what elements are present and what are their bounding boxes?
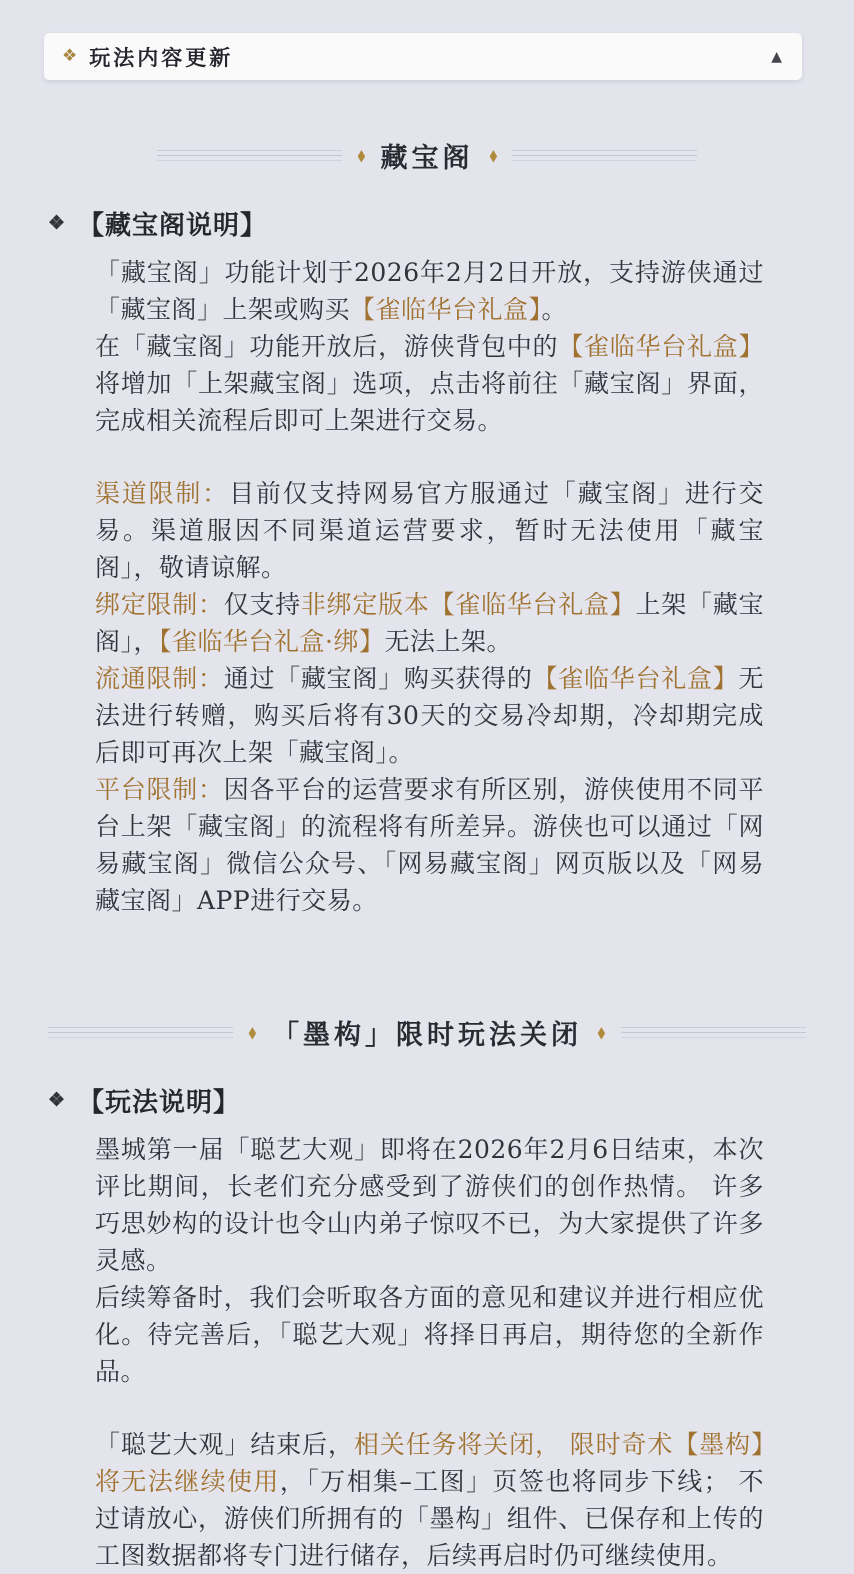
sections — [0, 136, 854, 1574]
paragraph — [95, 771, 764, 919]
diamond-icon: ◆ — [248, 1023, 257, 1042]
paragraph-indent — [48, 660, 806, 771]
body-text: 「聪艺大观」结束后， — [95, 1430, 354, 1459]
paragraph-indent — [48, 1131, 806, 1279]
paragraph-indent — [48, 586, 806, 660]
section-title-row — [48, 136, 806, 175]
header-title: 玩法内容更新 — [89, 44, 234, 70]
diamond-icon: ◆ — [357, 146, 365, 165]
paragraph — [95, 1279, 764, 1390]
paragraph-indent — [48, 328, 806, 439]
highlighted-text: 【雀临华台礼盒】 — [350, 295, 542, 324]
highlighted-text: 相关任务将关闭， 限时奇术【墨构】将无法继续使用 — [95, 1430, 764, 1496]
collapse-arrow-icon[interactable]: ▲ — [771, 48, 782, 65]
collapsible-header-gameplay-update[interactable] — [44, 33, 802, 80]
highlighted-text: 【雀临华台礼盒】 — [532, 664, 739, 693]
paragraph-indent — [48, 1426, 806, 1574]
body-text: 后续筹备时，我们会听取各方面的意见和建议并进行相应优化。待完善后，「聪艺大观」将择日再启，期待您的全新作品。 — [95, 1283, 764, 1386]
highlighted-text: 【雀临华台礼盒】 — [558, 332, 764, 361]
section-title: 「墨构」限时玩法关闭 — [272, 1020, 582, 1051]
block-heading — [48, 1082, 806, 1119]
clover-diamond-icon: ❖ — [48, 1089, 67, 1111]
body-text: 墨城第一届「聪艺大观」即将在2026年2月6日结束，本次评比期间，长老们充分感受到了游侠们的创作热情。 许多巧思妙构的设计也令山内弟子惊叹不已，为大家提供了许多灵感。 — [95, 1135, 764, 1275]
paragraph — [95, 475, 764, 586]
decorative-lines-right — [621, 1027, 806, 1038]
clover-diamond-icon: ❖ — [48, 212, 67, 234]
highlighted-text: 渠道限制： — [95, 479, 230, 508]
paragraph — [95, 1426, 764, 1574]
paragraph — [95, 328, 764, 439]
diamond-icon: ◆ — [489, 146, 497, 165]
body-text: 无法进行转赠，购买后将有30天的交易冷却期，冷却期完成后即可再次上架「藏宝阁」。 — [95, 664, 764, 767]
diamond-icon: ◆ — [597, 1023, 606, 1042]
block-heading — [48, 205, 806, 242]
decorative-lines-left — [48, 1027, 233, 1038]
section-title: 藏宝阁 — [380, 143, 474, 174]
paragraph-indent — [48, 1279, 806, 1390]
body-text: 上架「藏宝阁」， — [95, 590, 764, 656]
paragraph — [95, 254, 764, 328]
body-text: 在「藏宝阁」功能开放后，游侠背包中的 — [95, 332, 559, 361]
body-text: 。 — [541, 295, 568, 324]
section-title-row — [48, 1013, 806, 1052]
highlighted-text: 平台限制： — [95, 775, 224, 804]
highlighted-text: 绑定限制： — [95, 590, 224, 619]
paragraph-spacer — [48, 1390, 806, 1426]
decorative-lines-left — [157, 150, 342, 161]
body-text: 「藏宝阁」功能计划于2026年2月2日开放，支持游侠通过「藏宝阁」上架或购买 — [95, 258, 764, 324]
body-text: 目前仅支持网易官方服通过「藏宝阁」进行交易。渠道服因不同渠道运营要求，暂时无法使用「藏宝阁」，敬请谅解。 — [95, 479, 764, 582]
body-text: ，「万相集–工图」页签也将同步下线； 不过请放心，游侠们所拥有的「墨构」组件、已保存和上传的工图数据都将专门进行储存，后续再启时仍可继续使用。 — [95, 1467, 764, 1570]
paragraph-indent — [48, 475, 806, 586]
paragraph — [95, 1131, 764, 1279]
highlighted-text: 流通限制： — [95, 664, 224, 693]
update-section — [48, 1013, 806, 1574]
body-text: 通过「藏宝阁」购买获得的 — [223, 664, 533, 693]
paragraph-indent — [48, 771, 806, 919]
body-text: 将增加「上架藏宝阁」选项，点击将前往「藏宝阁」界面，完成相关流程后即可上架进行交易。 — [95, 369, 764, 435]
decorative-lines-right — [512, 150, 697, 161]
paragraph-spacer — [48, 439, 806, 475]
paragraph — [95, 660, 764, 771]
clover-diamond-icon: ❖ — [62, 46, 78, 66]
body-text: 仅支持 — [223, 590, 301, 619]
paragraph — [95, 586, 764, 660]
section-blocks — [48, 1082, 806, 1574]
highlighted-text: 非绑定版本【雀临华台礼盒】 — [300, 590, 636, 619]
highlighted-text: 【雀临华台礼盒·绑】 — [159, 627, 385, 656]
block-heading-text: 【玩法说明】 — [78, 1088, 241, 1118]
block-heading-text: 【藏宝阁说明】 — [78, 211, 268, 241]
paragraph-indent — [48, 254, 806, 328]
update-section — [48, 136, 806, 919]
body-text: 因各平台的运营要求有所区别，游侠使用不同平台上架「藏宝阁」的流程将有所差异。游侠也可以通过「网易藏宝阁」微信公众号、「网易藏宝阁」网页版以及「网易藏宝阁」APP进行交易。 — [95, 775, 764, 915]
body-text: 无法上架。 — [384, 627, 512, 656]
section-blocks — [48, 205, 806, 919]
